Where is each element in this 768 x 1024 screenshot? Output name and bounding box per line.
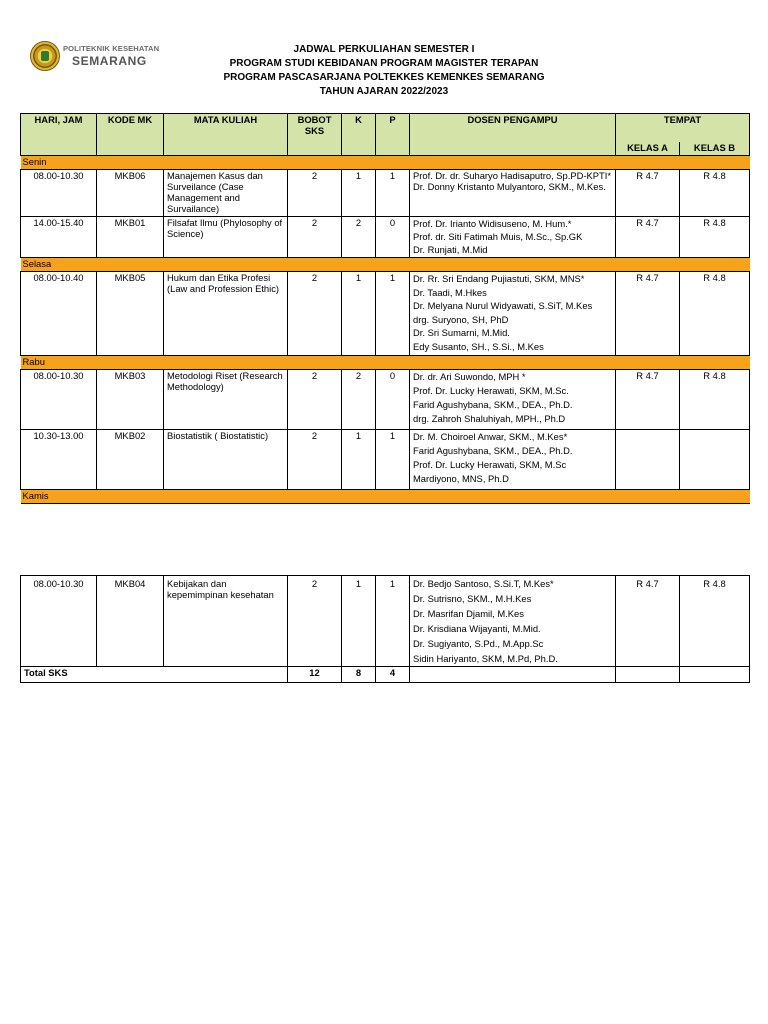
table-row: 08.00-10.40 MKB05 Hukum dan Etika Profesi (Law and Profession Ethic) 2 1 1 Dr. Rr. Sri Endang Pujiastuti, SKM, MNS* Dr. Taadi, M.Hkes Dr. Melyana Nurul Widyawati, S.SiT, M.Kes drg. Suryono, SH, PhD Dr. Sri Sumarni, M.Mid. Edy Susanto, SH., S.Si., M.Kes R 4.7 R 4.8 — [21, 272, 750, 356]
header-dosen: DOSEN PENGAMPU — [410, 114, 616, 156]
lecturer-list: Dr. Bedjo Santoso, S.Si.T, M.Kes* Dr. Sutrisno, SKM., M.H.Kes Dr. Masrifan Djamil, M.Kes Dr. Krisdiana Wijayanti, M.Mid. Dr. Sugiyanto, S.Pd., M.App.Sc Sidin Hariyanto, SKM, M.Pd, Ph.D. — [410, 576, 616, 667]
header-bobot: BOBOT SKS — [288, 114, 342, 156]
table-row: 08.00-10.30 MKB03 Metodologi Riset (Research Methodology) 2 2 0 Dr. dr. Ari Suwondo, MPH * Prof. Dr. Lucky Herawati, SKM, M.Sc. Farid Agushybana, SKM., DEA., Ph.D. drg. Zahroh Shaluhiyah, MPH., Ph.D R 4.7 R 4.8 — [21, 370, 750, 430]
title-line: PROGRAM STUDI KEBIDANAN PROGRAM MAGISTER TERAPAN — [229, 58, 539, 69]
total-bobot: 12 — [288, 667, 342, 683]
header-kode: KODE MK — [97, 114, 164, 156]
day-row-kamis: Kamis — [21, 490, 750, 504]
schedule-table — [20, 113, 750, 504]
total-label: Total SKS — [21, 667, 288, 683]
total-row — [21, 667, 750, 683]
header-hari: HARI, JAM — [21, 114, 97, 156]
logo-line-2: SEMARANG — [72, 54, 147, 68]
logo-line-1: POLITEKNIK KESEHATAN — [63, 44, 160, 53]
document-title — [150, 43, 618, 99]
total-k: 8 — [342, 667, 376, 683]
lecturer-list: Dr. dr. Ari Suwondo, MPH * Prof. Dr. Lucky Herawati, SKM, M.Sc. Farid Agushybana, SKM., DEA., Ph.D. drg. Zahroh Shaluhiyah, MPH., Ph.D — [410, 370, 616, 430]
header-kelas-b: KELAS B — [680, 142, 750, 156]
lecturer-list: Prof. Dr. Irianto Widisuseno, M. Hum.* Prof. dr. Siti Fatimah Muis, M.Sc., Sp.GK Dr. Runjati, M.Mid — [410, 217, 616, 258]
day-row-rabu: Rabu — [21, 356, 750, 370]
day-row-selasa: Selasa — [21, 258, 750, 272]
lecturer-list: Prof. Dr. dr. Suharyo Hadisaputro, Sp.PD-KPTI* Dr. Donny Kristanto Mulyantoro, SKM., M.Kes. — [410, 170, 616, 217]
header-kelas-a: KELAS A — [616, 142, 680, 156]
header-mata-kuliah: MATA KULIAH — [164, 114, 288, 156]
lecturer-list: Dr. Rr. Sri Endang Pujiastuti, SKM, MNS* Dr. Taadi, M.Hkes Dr. Melyana Nurul Widyawati, S.SiT, M.Kes drg. Suryono, SH, PhD Dr. Sri Sumarni, M.Mid. Edy Susanto, SH., S.Si., M.Kes — [410, 272, 616, 356]
header-tempat: TEMPAT — [616, 114, 750, 142]
table-row: 08.00-10.30 MKB06 Manajemen Kasus dan Surveilance (Case Management and Survailance) 2 1 1 Prof. Dr. dr. Suharyo Hadisaputro, Sp.PD-KPTI* Dr. Donny Kristanto Mulyantoro, SKM., M.Kes. R 4.7 R 4.8 — [21, 170, 750, 217]
institution-logo — [28, 40, 163, 74]
table-row: 10.30-13.00 MKB02 Biostatistik ( Biostatistic) 2 1 1 Dr. M. Choiroel Anwar, SKM., M.Kes* Farid Agushybana, SKM., DEA., Ph.D. Prof. Dr. Lucky Herawati, SKM, M.Sc Mardiyono, MNS, Ph.D — [21, 430, 750, 490]
title-line: PROGRAM PASCASARJANA POLTEKKES KEMENKES SEMARANG — [223, 72, 545, 83]
header-row — [21, 114, 750, 142]
seal-icon — [30, 41, 60, 71]
title-line: TAHUN AJARAN 2022/2023 — [319, 86, 449, 97]
table-row: 08.00-10.30 MKB04 Kebijakan dan kepemimpinan kesehatan 2 1 1 Dr. Bedjo Santoso, S.Si.T, M.Kes* Dr. Sutrisno, SKM., M.H.Kes Dr. Masrifan Djamil, M.Kes Dr. Krisdiana Wijayanti, M.Mid. Dr. Sugiyanto, S.Pd., M.App.Sc Sidin Hariyanto, SKM, M.Pd, Ph.D. R 4.7 R 4.8 — [21, 576, 750, 667]
header-k: K — [342, 114, 376, 156]
table-row: 14.00-15.40 MKB01 Filsafat Ilmu (Phylosophy of Science) 2 2 0 Prof. Dr. Irianto Widisuseno, M. Hum.* Prof. dr. Siti Fatimah Muis, M.Sc., Sp.GK Dr. Runjati, M.Mid R 4.7 R 4.8 — [21, 217, 750, 258]
header-p: P — [376, 114, 410, 156]
total-p: 4 — [376, 667, 410, 683]
schedule-table-continued — [20, 575, 750, 683]
title-line: JADWAL PERKULIAHAN SEMESTER I — [293, 44, 475, 55]
day-row-senin: Senin — [21, 156, 750, 170]
lecturer-list: Dr. M. Choiroel Anwar, SKM., M.Kes* Farid Agushybana, SKM., DEA., Ph.D. Prof. Dr. Lucky Herawati, SKM, M.Sc Mardiyono, MNS, Ph.D — [410, 430, 616, 490]
